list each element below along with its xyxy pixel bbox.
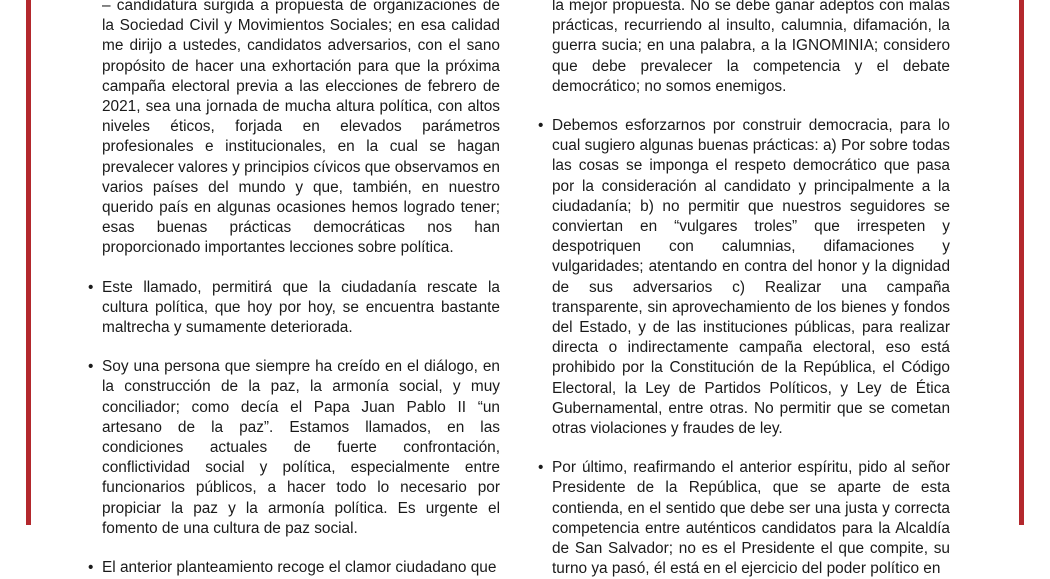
paragraph-text: Soy una persona que siempre ha creído en el diálogo, en la construcción de la paz, la armonía social, y muy conciliador; como decía el Papa Juan Pablo II “un artesano de la paz”. Estamos llamados, en las condiciones actuales de fuerte confrontación, conflictividad social y política, especialmente entre funcionarios públicos, a hacer todo lo necesario por propiciar la paz y la armonía política. Es urgente el fomento de una cultura de paz social.	[102, 358, 500, 537]
bullet-paragraph	[538, 116, 950, 439]
bullet-icon: •	[88, 559, 94, 577]
right-border-rule	[1019, 0, 1024, 525]
bullet-icon: •	[88, 358, 94, 376]
bullet-paragraph	[538, 458, 950, 579]
bullet-paragraph	[88, 278, 500, 339]
paragraph-text: Debemos esforzarnos por construir democracia, para lo cual sugiero algunas buenas prácticas: a) Por sobre todas las cosas se imponga el respeto democrático que pasa por la consideración al candidato y principalmente a la ciudadanía; b) no permitir que nuestros seguidores se conviertan en “vulgares troles” que irrespeten y despotriquen con calumnias, difamaciones y vulgaridades; atentando en contra del honor y la dignidad de sus adversarios c) Realizar una campaña transparente, sin aprovechamiento de los bienes y fondos del Estado, y de las instituciones públicas, para realizar directa o indirectamente campaña electoral, eso está prohibido por la Constitución de la República, el Código Electoral, la Ley de Partidos Políticos, y Ley de Ética Gubernamental, entre otras. No permitir que se cometan otras violaciones y fraudes de ley.	[552, 117, 950, 438]
bullet-paragraph	[88, 558, 500, 578]
bullet-icon: •	[538, 459, 544, 477]
paragraph-continuation: la mejor propuesta. No se debe ganar adeptos con malas prácticas, recurriendo al insulto, calumnia, difamación, la guerra sucia; en una palabra, a la IGNOMINIA; considero que debe prevalecer la competencia y el debate democrático; no somos enemigos.	[552, 0, 950, 95]
paragraph-continuation: – candidatura surgida a propuesta de organizaciones de la Sociedad Civil y Movimientos Sociales; en esa calidad me dirijo a ustedes, candidatos adversarios, con el sano propósito de hacer una exhortación para que la próxima campaña electoral previa a las elecciones de febrero de 2021, sea una jornada de mucha altura política, con altos niveles éticos, forjada en elevados parámetros profesionales e institucionales, en la cual se hagan prevalecer valores y principios cívicos que observamos en varios países del mundo y que, también, en nuestro querido país en algunas ocasiones hemos logrado tener; esas buenas prácticas democráticas nos han proporcionado importantes lecciones sobre política.	[102, 0, 500, 257]
paragraph-text: Por último, reafirmando el anterior espíritu, pido al señor Presidente de la República, que se aparte de esta contienda, en el sentido que debe ser una justa y correcta competencia entre auténticos candidatos para la Alcaldía de San Salvador; no es el Presidente el que compite, su turno ya pasó, él está en el ejercicio del poder político en	[552, 459, 950, 578]
paragraph-text: Este llamado, permitirá que la ciudadanía rescate la cultura política, que hoy por hoy, se encuentra bastante maltrecha y sumamente deteriorada.	[102, 278, 500, 337]
bullet-icon: •	[538, 117, 544, 135]
bullet-icon: •	[88, 278, 94, 296]
paragraph-text: El anterior planteamiento recoge el clamor ciudadano que	[102, 559, 497, 577]
bullet-paragraph	[88, 357, 500, 539]
right-column	[538, 0, 950, 579]
left-column	[88, 0, 500, 578]
left-border-rule	[26, 0, 31, 525]
